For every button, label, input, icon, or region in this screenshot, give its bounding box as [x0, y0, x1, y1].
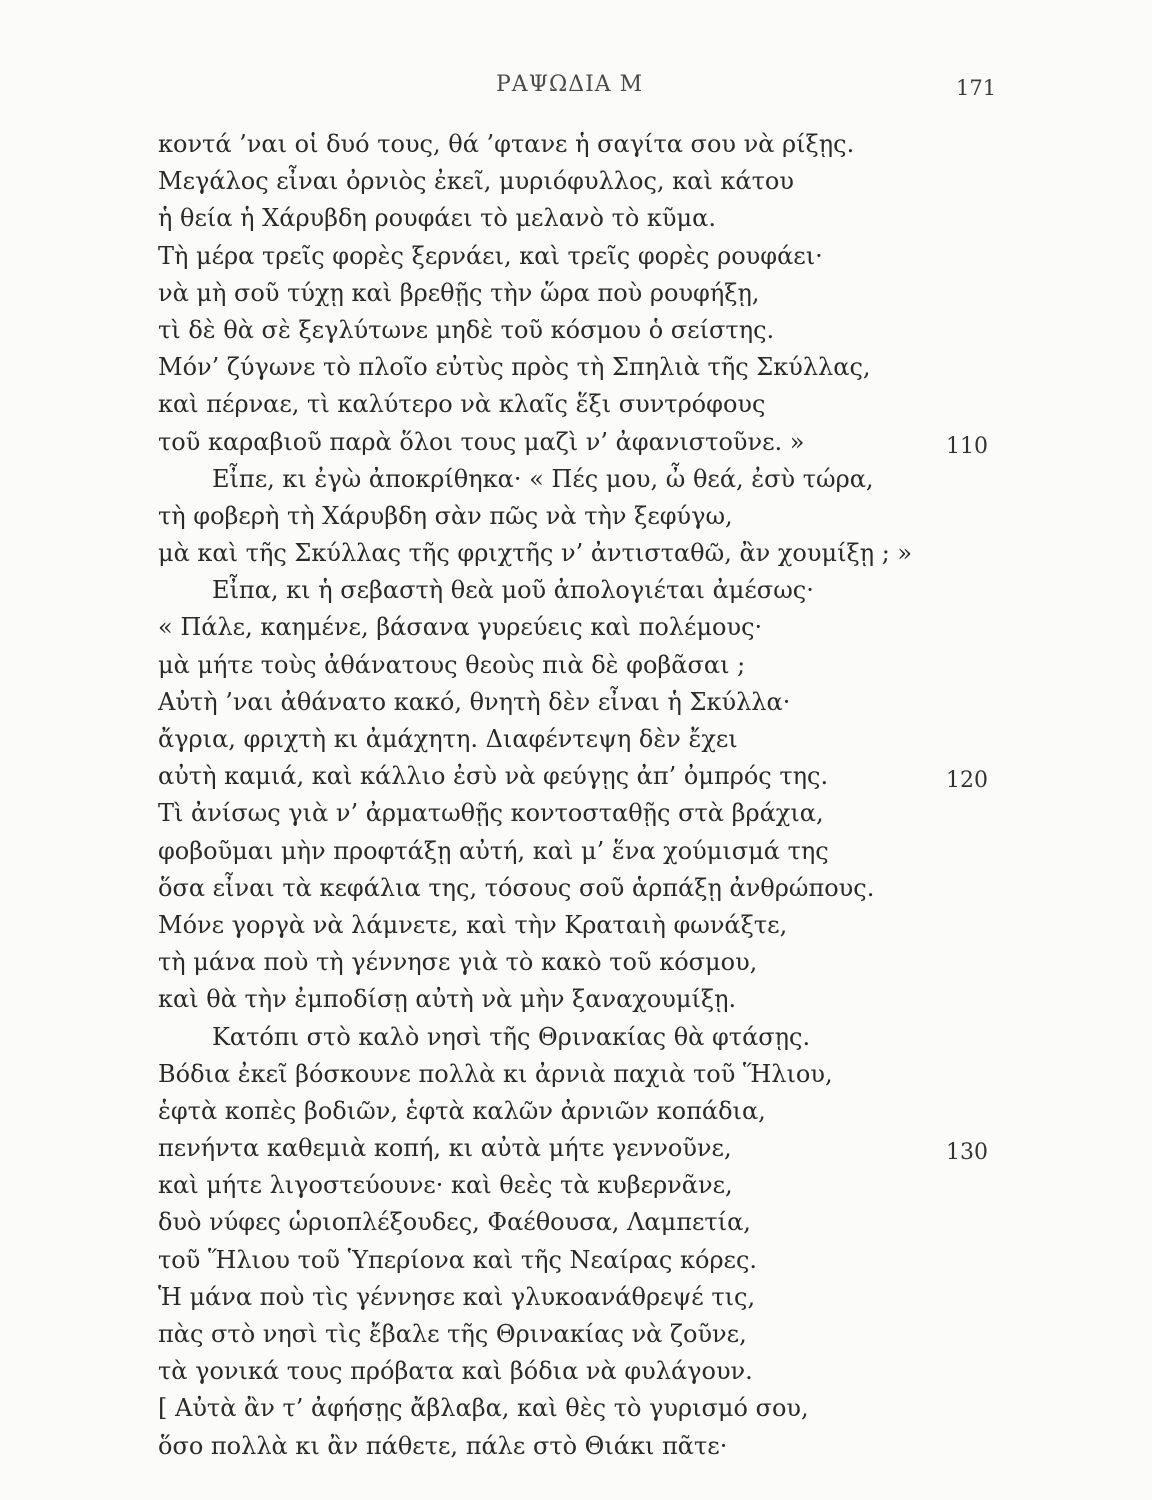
- verse-line: [158, 833, 998, 870]
- verse-line: [158, 386, 998, 423]
- verse-line: [158, 461, 998, 498]
- verse-text: τοῦ Ἥλιου τοῦ Ὑπερίονα καὶ τῆς Νεαίρας κόρες.: [158, 1245, 758, 1274]
- verse-text: ὅσο πολλὰ κι ἂν πάθετε, πάλε στὸ Θιάκι πᾶτε·: [158, 1431, 728, 1460]
- verse-text: καὶ θὰ τὴν ἐμποδίσῃ αὐτὴ νὰ μὴν ξαναχουμίξῃ.: [158, 985, 737, 1014]
- verse-text: « Πάλε, καημένε, βάσανα γυρεύεις καὶ πολέμους·: [158, 613, 763, 642]
- verse-line: [158, 275, 998, 312]
- verse-line: [158, 1428, 998, 1465]
- verse-text: μὰ μήτε τοὺς ἀθάνατους θεοὺς πιὰ δὲ φοβᾶσαι ;: [158, 650, 746, 679]
- verse-text: τὴ φοβερὴ τὴ Χάρυβδη σὰν πῶς νὰ τὴν ξεφύγω,: [158, 501, 733, 530]
- verse-line: [158, 870, 998, 907]
- verse-text: ὅσα εἶναι τὰ κεφάλια της, τόσους σοῦ ἁρπάξῃ ἀνθρώπους.: [158, 873, 875, 902]
- verse-line: [158, 1390, 998, 1427]
- line-number: 130: [946, 1140, 988, 1166]
- verse-line: [158, 1056, 998, 1093]
- verse-text: Μόν’ ζύγωνε τὸ πλοῖο εὐτὺς πρὸς τὴ Σπηλιὰ τῆς Σκύλλας,: [158, 353, 871, 382]
- verse-line: [158, 424, 998, 461]
- verse-text: Εἶπα, κι ἡ σεβαστὴ θεὰ μοῦ ἀπολογιέται ἀμέσως·: [212, 576, 814, 605]
- verse-text: Τὴ μέρα τρεῖς φορὲς ξερνάει, καὶ τρεῖς φορὲς ρουφάει·: [158, 241, 823, 270]
- verse-text: τὴ μάνα ποὺ τὴ γέννησε γιὰ τὸ κακὸ τοῦ κόσμου,: [158, 948, 758, 977]
- verse-line: [158, 684, 998, 721]
- verse-text: δυὸ νύφες ὡριοπλέξουδες, Φαέθουσα, Λαμπετία,: [158, 1208, 751, 1237]
- verse-text: Κατόπι στὸ καλὸ νησὶ τῆς Θρινακίας θὰ φτάσῃς.: [212, 1022, 811, 1051]
- verse-line: [158, 647, 998, 684]
- verse-line: [158, 981, 998, 1018]
- verse-text: Τὶ ἀνίσως γιὰ ν’ ἀρματωθῇς κοντοσταθῇς στὰ βράχια,: [158, 799, 824, 828]
- verse-text: καὶ πέρναε, τὶ καλύτερο νὰ κλαῖς ἕξι συντρόφους: [158, 390, 766, 419]
- verse-text: ἄγρια, φριχτὴ κι ἀμάχητη. Διαφέντεψη δὲν ἔχει: [158, 725, 738, 753]
- verse-line: [158, 163, 998, 200]
- verse-line: [158, 572, 998, 609]
- verse-line: [158, 1093, 998, 1130]
- verse-text: ἑφτὰ κοπὲς βοδιῶν, ἑφτὰ καλῶν ἀρνιῶν κοπάδια,: [158, 1096, 766, 1125]
- verse-line: [158, 944, 998, 981]
- verse-text: καὶ μήτε λιγοστεύουνε· καὶ θεὲς τὰ κυβερνᾶνε,: [158, 1171, 733, 1200]
- verse-line: [158, 498, 998, 535]
- verse-line: [158, 758, 998, 795]
- verse-text: νὰ μὴ σοῦ τύχῃ καὶ βρεθῇς τὴν ὥρα ποὺ ρουφήξῃ,: [158, 278, 760, 307]
- verse-line: [158, 200, 998, 237]
- verse-text: Βόδια ἐκεῖ βόσκουνε πολλὰ κι ἀρνιὰ παχιὰ τοῦ Ἥλιου,: [158, 1059, 833, 1088]
- verse-text: πὰς στὸ νησὶ τὶς ἔβαλε τῆς Θρινακίας νὰ ζοῦνε,: [158, 1320, 747, 1348]
- verse-line: [158, 1167, 998, 1204]
- verse-line: [158, 1242, 998, 1279]
- verse-text: Εἶπε, κι ἐγὼ ἀποκρίθηκα· « Πές μου, ὦ θεά, ἐσὺ τώρα,: [212, 464, 874, 493]
- verse-text: Ἡ μάνα ποὺ τὶς γέννησε καὶ γλυκοανάθρεψέ τις,: [158, 1282, 756, 1311]
- verse-text: τὰ γονικά τους πρόβατα καὶ βόδια νὰ φυλάγουν.: [158, 1357, 753, 1386]
- verse-text: Μόνε γοργὰ νὰ λάμνετε, καὶ τὴν Κραταιὴ φωνάξτε,: [158, 910, 788, 939]
- verse-text: Αὐτὴ ’ναι ἀθάνατο κακό, θνητὴ δὲν εἶναι ἡ Σκύλλα·: [158, 687, 791, 716]
- verse-line: [158, 238, 998, 275]
- verse-text: [ Αὐτὰ ἂν τ’ ἀφήσῃς ἄβλαβα, καὶ θὲς τὸ γυρισμό σου,: [158, 1394, 809, 1423]
- verse-line: [158, 1130, 998, 1167]
- line-number: 110: [946, 433, 988, 459]
- verse-line: [158, 535, 998, 572]
- verse-line: [158, 312, 998, 349]
- verse-text: φοβοῦμαι μὴν προφτάξῃ αὐτή, καὶ μ’ ἕνα χούμισμά της: [158, 836, 829, 865]
- verse-text: πενήντα καθεμιὰ κοπή, κι αὐτὰ μήτε γεννοῦνε,: [158, 1134, 732, 1163]
- verse-text: τὶ δὲ θὰ σὲ ξεγλύτωνε μηδὲ τοῦ κόσμου ὁ σείστης.: [158, 315, 775, 344]
- verse-line: [158, 349, 998, 386]
- verse-line: [158, 795, 998, 832]
- verse-text: κοντά ’ναι οἱ δυό τους, θά ’φτανε ἡ σαγίτα σου νὰ ρίξῃς.: [158, 130, 855, 158]
- verse-line: [158, 126, 998, 163]
- running-head: [0, 72, 1152, 104]
- line-number: 120: [946, 768, 988, 794]
- verse-line: [158, 1353, 998, 1390]
- verse-line: [158, 1279, 998, 1316]
- verse-line: [158, 609, 998, 646]
- verse-text: μὰ καὶ τῆς Σκύλλας τῆς φριχτῆς ν’ ἀντισταθῶ, ἂν χουμίξῃ ; »: [158, 539, 913, 568]
- verse-line: [158, 721, 998, 758]
- verse-text: τοῦ καραβιοῦ παρὰ ὅλοι τους μαζὶ ν’ ἀφανιστοῦνε. »: [158, 427, 805, 456]
- verse-line: [158, 1019, 998, 1056]
- page-number: 171: [956, 76, 997, 100]
- verse-text: Μεγάλος εἶναι ὀρνιὸς ἐκεῖ, μυριόφυλλος, καὶ κάτου: [158, 167, 794, 196]
- verse-line: [158, 1204, 998, 1241]
- verse-line: [158, 1316, 998, 1353]
- verse-line: [158, 907, 998, 944]
- verse-text-block: [158, 126, 998, 1465]
- verse-text: ἡ θεία ἡ Χάρυβδη ρουφάει τὸ μελανὸ τὸ κῦμα.: [158, 204, 716, 233]
- verse-text: αὐτὴ καμιά, καὶ κάλλιο ἐσὺ νὰ φεύγῃς ἀπ’ ὀμπρός της.: [158, 762, 829, 791]
- running-title: ΡΑΨΩΔΙΑ Μ: [496, 72, 644, 97]
